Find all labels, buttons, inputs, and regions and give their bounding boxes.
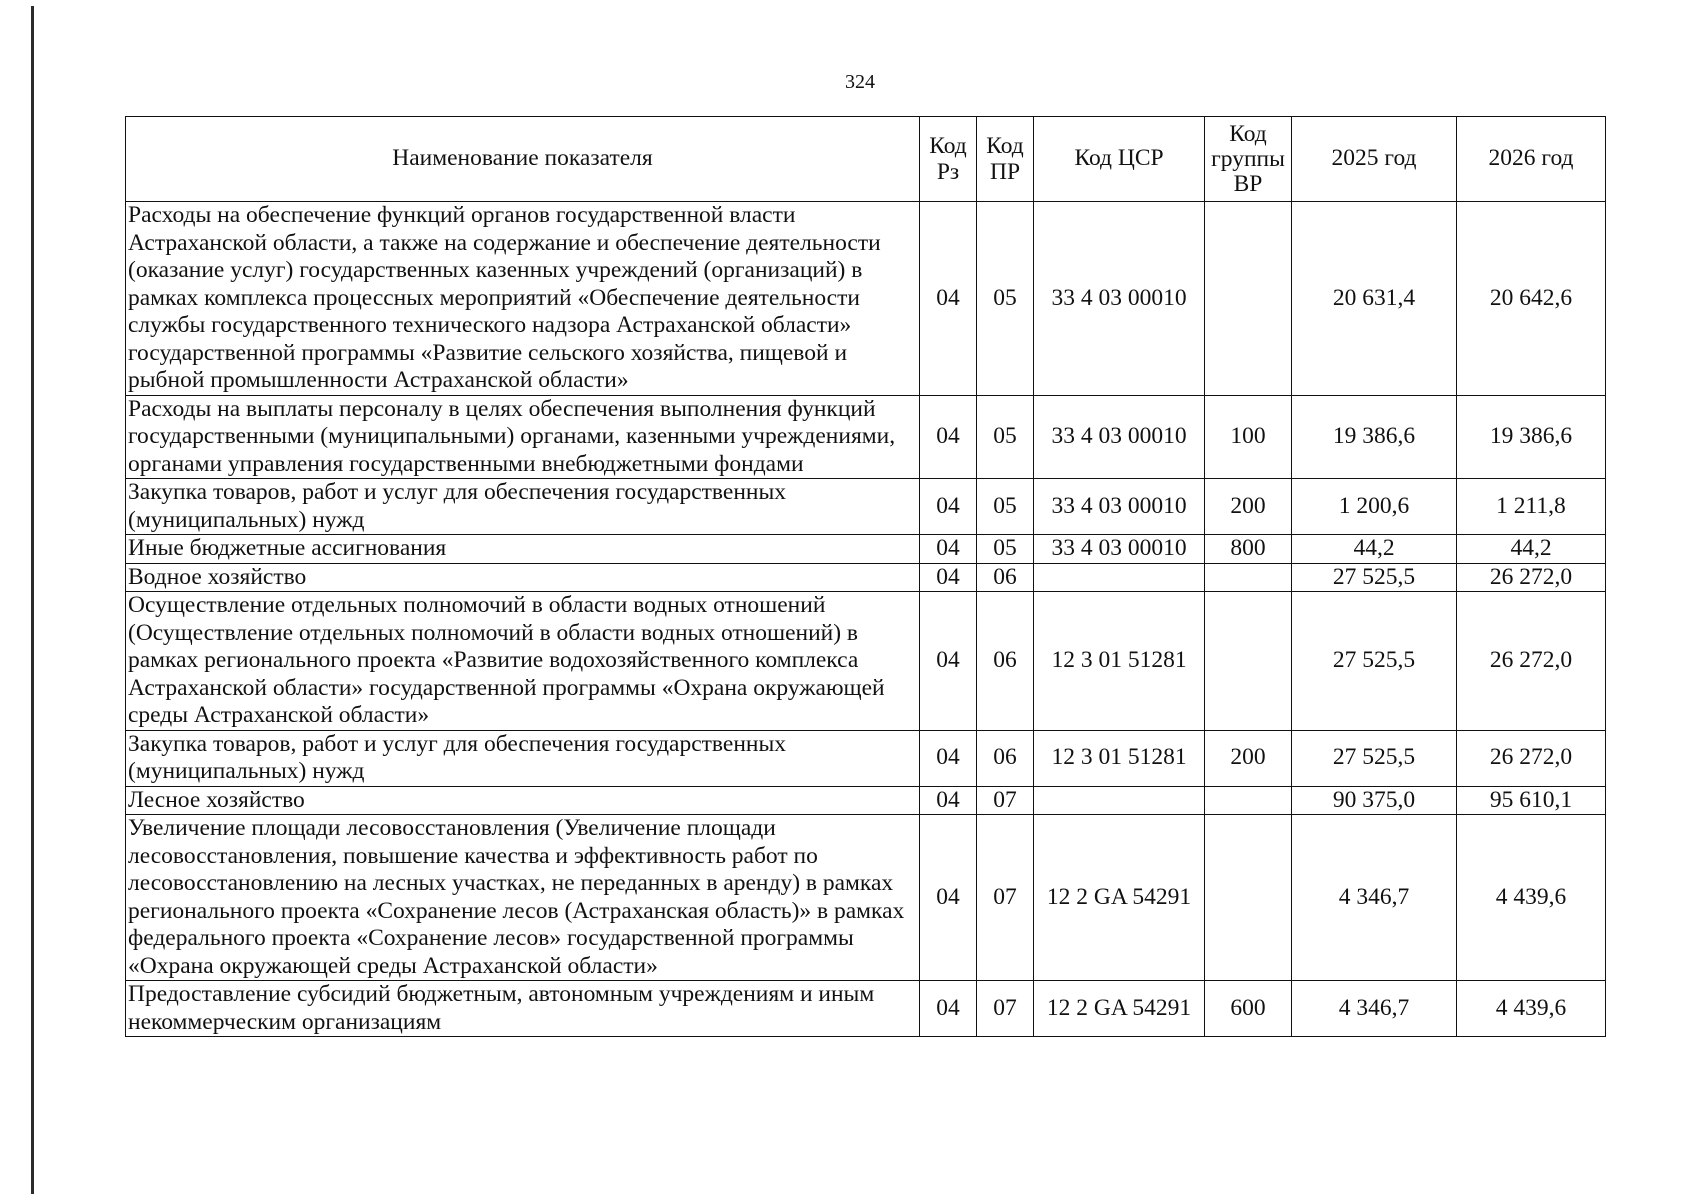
row-pr: 07 (977, 786, 1034, 815)
table-row (126, 202, 1606, 396)
row-2025: 27 525,5 (1292, 730, 1457, 786)
row-2025: 19 386,6 (1292, 395, 1457, 479)
row-csr: 33 4 03 00010 (1034, 202, 1205, 396)
table-header-row (126, 117, 1606, 202)
row-name: Предоставление субсидий бюджетным, автономным учреждениям и иным некоммерческим организациям (126, 981, 920, 1037)
row-2025: 90 375,0 (1292, 786, 1457, 815)
row-csr: 12 3 01 51281 (1034, 592, 1205, 731)
row-rz: 04 (920, 592, 977, 731)
row-2026: 19 386,6 (1457, 395, 1606, 479)
header-2025: 2025 год (1292, 117, 1457, 202)
row-rz: 04 (920, 535, 977, 564)
header-vr: Код группы ВР (1205, 117, 1292, 202)
row-rz: 04 (920, 395, 977, 479)
table-row (126, 563, 1606, 592)
row-name: Закупка товаров, работ и услуг для обеспечения государственных (муниципальных) нужд (126, 730, 920, 786)
row-vr: 200 (1205, 479, 1292, 535)
row-2026: 4 439,6 (1457, 815, 1606, 981)
row-2026: 1 211,8 (1457, 479, 1606, 535)
row-2025: 20 631,4 (1292, 202, 1457, 396)
row-vr: 600 (1205, 981, 1292, 1037)
row-csr (1034, 563, 1205, 592)
row-name: Иные бюджетные ассигнования (126, 535, 920, 564)
row-name: Расходы на обеспечение функций органов государственной власти Астраханской области, а также на содержание и обеспечение деятельности (оказание услуг) государственных казенных учреждений (организаций) в рамках комплекса процессных мероприятий «Обеспечение деятельности службы государственного технического надзора Астраханской области» государственной программы «Развитие сельского хозяйства, пищевой и рыбной промышленности Астраханской области» (126, 202, 920, 396)
row-rz: 04 (920, 815, 977, 981)
row-vr (1205, 202, 1292, 396)
row-pr: 05 (977, 535, 1034, 564)
row-2025: 27 525,5 (1292, 563, 1457, 592)
row-pr: 06 (977, 592, 1034, 731)
row-rz: 04 (920, 730, 977, 786)
row-pr: 05 (977, 479, 1034, 535)
row-2025: 44,2 (1292, 535, 1457, 564)
row-2026: 26 272,0 (1457, 592, 1606, 731)
row-csr: 12 2 GA 54291 (1034, 815, 1205, 981)
row-2025: 27 525,5 (1292, 592, 1457, 731)
row-pr: 07 (977, 981, 1034, 1037)
header-pr: Код ПР (977, 117, 1034, 202)
row-rz: 04 (920, 202, 977, 396)
table-row (126, 786, 1606, 815)
row-vr: 200 (1205, 730, 1292, 786)
table-row (126, 592, 1606, 731)
table-row (126, 815, 1606, 981)
header-rz: Код Рз (920, 117, 977, 202)
row-csr (1034, 786, 1205, 815)
table-row (126, 395, 1606, 479)
row-2025: 4 346,7 (1292, 981, 1457, 1037)
row-pr: 07 (977, 815, 1034, 981)
header-2026: 2026 год (1457, 117, 1606, 202)
scan-edge-line (31, 6, 34, 1194)
row-rz: 04 (920, 786, 977, 815)
row-name: Расходы на выплаты персоналу в целях обеспечения выполнения функций государственными (муниципальными) органами, казенными учреждениями, органами управления государственными внебюджетными фондами (126, 395, 920, 479)
row-rz: 04 (920, 479, 977, 535)
row-2026: 44,2 (1457, 535, 1606, 564)
row-pr: 06 (977, 563, 1034, 592)
table-row (126, 479, 1606, 535)
row-name: Закупка товаров, работ и услуг для обеспечения государственных (муниципальных) нужд (126, 479, 920, 535)
row-pr: 05 (977, 395, 1034, 479)
row-csr: 12 3 01 51281 (1034, 730, 1205, 786)
row-2026: 20 642,6 (1457, 202, 1606, 396)
table-row (126, 535, 1606, 564)
page-number: 324 (845, 71, 875, 93)
row-csr: 33 4 03 00010 (1034, 535, 1205, 564)
row-2025: 4 346,7 (1292, 815, 1457, 981)
row-rz: 04 (920, 981, 977, 1037)
row-vr (1205, 815, 1292, 981)
row-vr (1205, 786, 1292, 815)
row-2025: 1 200,6 (1292, 479, 1457, 535)
row-rz: 04 (920, 563, 977, 592)
row-2026: 95 610,1 (1457, 786, 1606, 815)
row-2026: 26 272,0 (1457, 730, 1606, 786)
row-csr: 33 4 03 00010 (1034, 395, 1205, 479)
row-vr (1205, 592, 1292, 731)
row-pr: 06 (977, 730, 1034, 786)
budget-table (125, 116, 1606, 1037)
row-csr: 12 2 GA 54291 (1034, 981, 1205, 1037)
row-vr: 100 (1205, 395, 1292, 479)
row-vr: 800 (1205, 535, 1292, 564)
row-vr (1205, 563, 1292, 592)
table-row (126, 981, 1606, 1037)
row-pr: 05 (977, 202, 1034, 396)
row-name: Осуществление отдельных полномочий в области водных отношений (Осуществление отдельных полномочий в области водных отношений) в рамках регионального проекта «Развитие водохозяйственного комплекса Астраханской области» государственной программы «Охрана окружающей среды Астраханской области» (126, 592, 920, 731)
row-csr: 33 4 03 00010 (1034, 479, 1205, 535)
header-csr: Код ЦСР (1034, 117, 1205, 202)
row-2026: 4 439,6 (1457, 981, 1606, 1037)
row-2026: 26 272,0 (1457, 563, 1606, 592)
row-name: Увеличение площади лесовосстановления (Увеличение площади лесовосстановления, повышение качества и эффективность работ по лесовосстановлению на лесных участках, не переданных в аренду) в рамках регионального проекта «Сохранение лесов (Астраханская область)» в рамках федерального проекта «Сохранение лесов» государственной программы «Охрана окружающей среды Астраханской области» (126, 815, 920, 981)
row-name: Лесное хозяйство (126, 786, 920, 815)
header-name: Наименование показателя (126, 117, 920, 202)
table-row (126, 730, 1606, 786)
row-name: Водное хозяйство (126, 563, 920, 592)
